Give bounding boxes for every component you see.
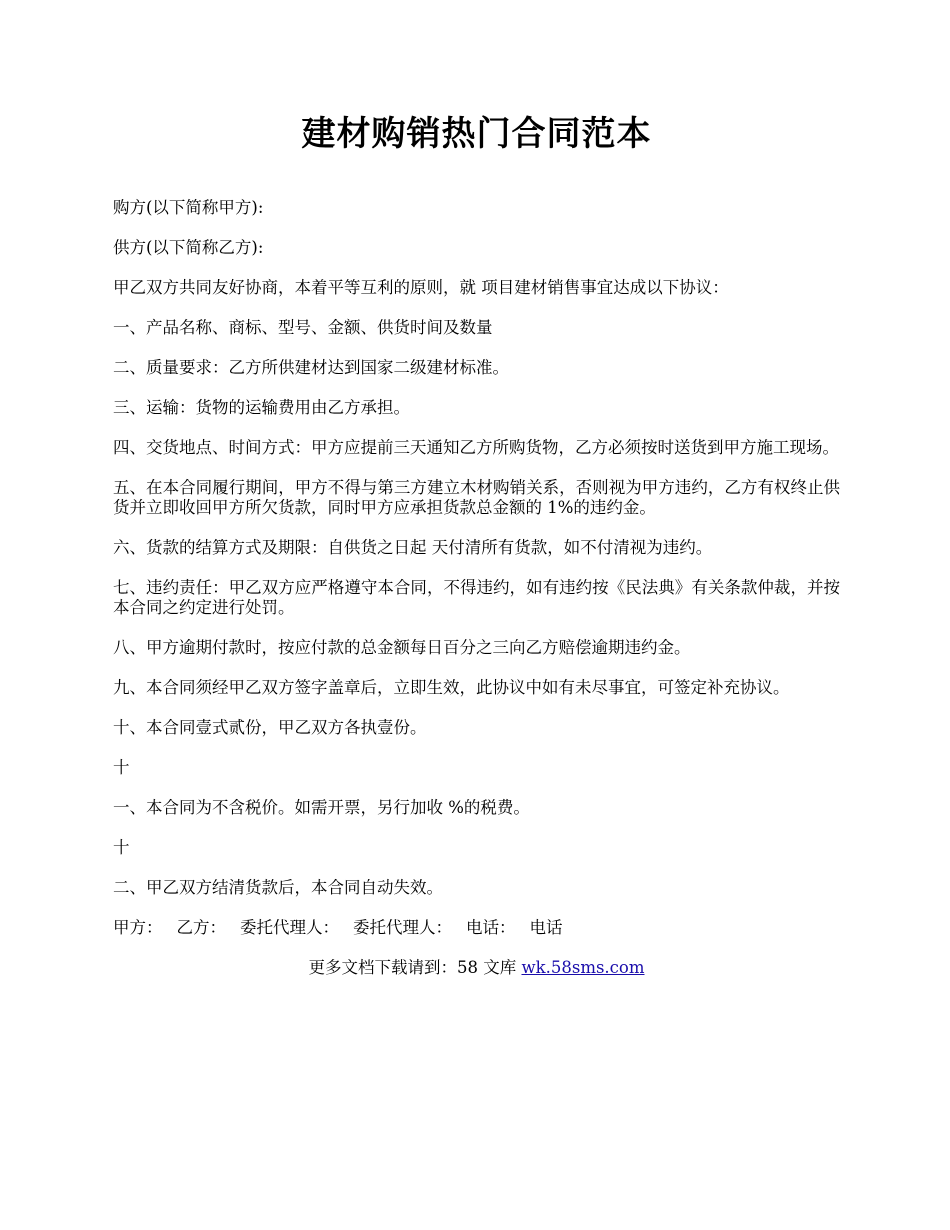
paragraph-buyer: 购方(以下简称甲方): [113, 198, 264, 217]
clause-12-prefix: 十 [113, 838, 130, 857]
signature-phone-a: 电话： [466, 918, 516, 937]
signature-party-b: 乙方： [176, 918, 226, 937]
document-title: 建材购销热门合同范本 [301, 114, 652, 154]
signature-phone-b: 电话 [529, 918, 563, 937]
paragraph-preamble: 甲乙双方共同友好协商，本着平等互利的原则，就 项目建材销售事宜达成以下协议： [113, 278, 729, 297]
clause-5: 五、在本合同履行期间，甲方不得与第三方建立木材购销关系，否则视为甲方违约，乙方有权终止供货并立即收回甲方所欠货款，同时甲方应承担货款总金额的 1%的违约金。 [113, 478, 840, 517]
signature-line [113, 918, 840, 938]
clause-6: 六、货款的结算方式及期限：自供货之日起 天付清所有货款，如不付清视为违约。 [113, 538, 713, 557]
footer [113, 958, 840, 978]
clause-4: 四、交货地点、时间方式：甲方应提前三天通知乙方所购货物，乙方必须按时送货到甲方施工现场。 [113, 438, 839, 457]
clause-8: 八、甲方逾期付款时，按应付款的总金额每日百分之三向乙方赔偿逾期违约金。 [113, 638, 691, 657]
clause-12-body: 二、甲乙双方结清货款后，本合同自动失效。 [113, 878, 443, 897]
signature-agent-a: 委托代理人： [240, 918, 339, 937]
clause-10: 十、本合同壹式贰份，甲乙双方各执壹份。 [113, 718, 427, 737]
footer-link[interactable]: wk.58sms.com [521, 958, 645, 977]
footer-text: 更多文档下载请到：58 文库 [308, 958, 522, 977]
clause-1: 一、产品名称、商标、型号、金额、供货时间及数量 [113, 318, 493, 337]
clause-2: 二、质量要求：乙方所供建材达到国家二级建材标准。 [113, 358, 509, 377]
clause-11-prefix: 十 [113, 758, 130, 777]
clause-3: 三、运输：货物的运输费用由乙方承担。 [113, 398, 410, 417]
clause-7: 七、违约责任：甲乙双方应严格遵守本合同，不得违约，如有违约按《民法典》有关条款仲裁，并按本合同之约定进行处罚。 [113, 578, 840, 617]
paragraph-seller: 供方(以下简称乙方): [113, 238, 264, 257]
clause-11-body: 一、本合同为不含税价。如需开票，另行加收 %的税费。 [113, 798, 530, 817]
clause-9: 九、本合同须经甲乙双方签字盖章后，立即生效，此协议中如有未尽事宜，可签定补充协议。 [113, 678, 790, 697]
signature-agent-b: 委托代理人： [353, 918, 452, 937]
signature-party-a: 甲方： [113, 918, 163, 937]
